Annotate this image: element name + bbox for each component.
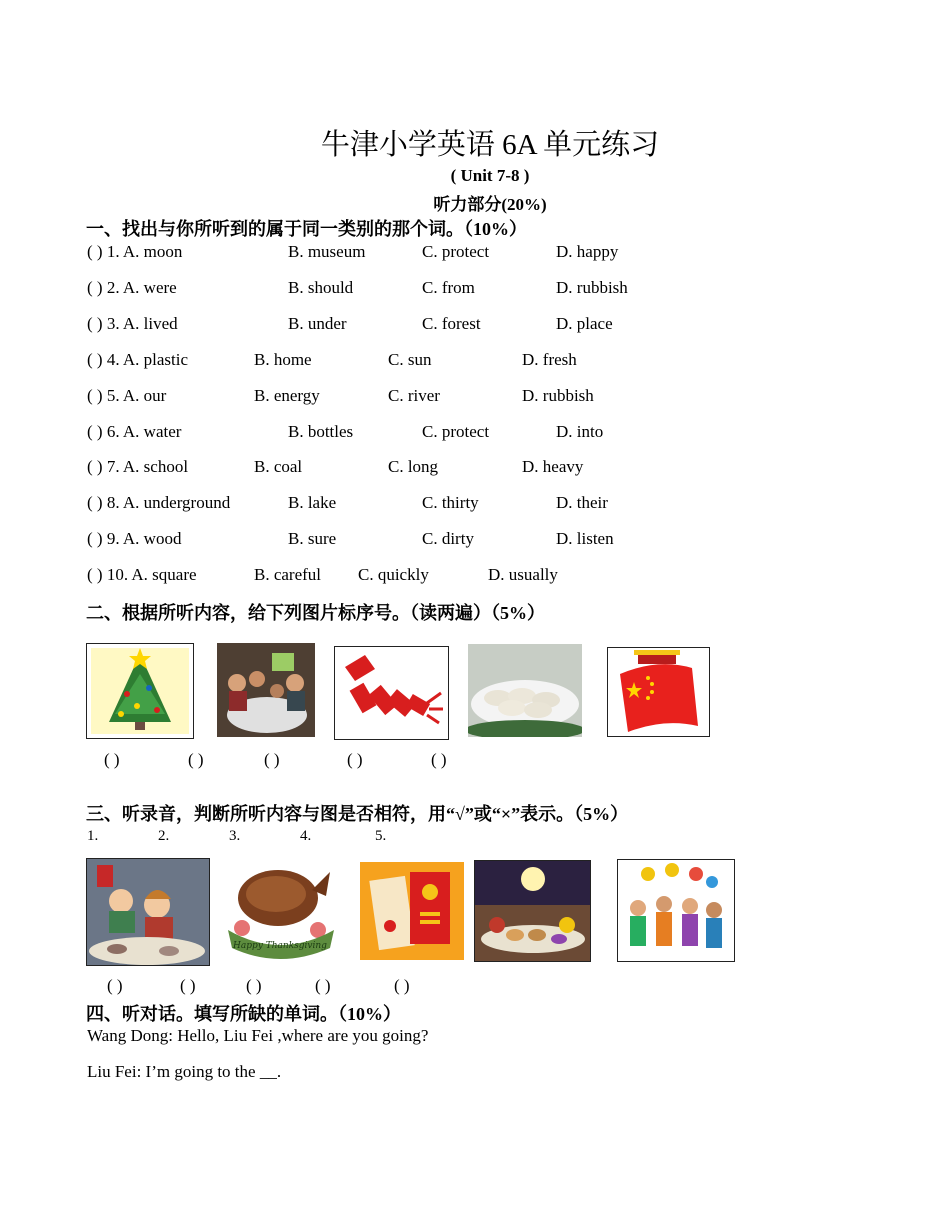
q6-option-c: C. protect: [422, 422, 490, 441]
s3-blank-2[interactable]: ( ): [180, 976, 196, 995]
q8-prefix: ( ) 8. A. underground: [87, 493, 231, 512]
s3-blank-5[interactable]: ( ): [394, 976, 410, 995]
chinese-flag-image: [607, 647, 710, 737]
s3-blank-1[interactable]: ( ): [107, 976, 123, 995]
page-title: 牛津小学英语 6A 单元练习: [320, 129, 660, 161]
dialogue-line-2: Liu Fei: I’m going to the __.: [87, 1062, 282, 1081]
q10-option-c: C. quickly: [358, 565, 429, 584]
section2-heading: 二、根据所听内容，给下列图片标序号。（读两遍）（5%）: [86, 603, 545, 623]
q1-option-c: C. protect: [422, 242, 490, 261]
q8-option-c: C. thirty: [422, 493, 479, 512]
s2-blank-3[interactable]: ( ): [264, 750, 280, 769]
q1-option-d: D. happy: [556, 242, 619, 261]
s2-blank-5[interactable]: ( ): [431, 750, 447, 769]
q2-option-b: B. should: [288, 278, 354, 297]
q3-prefix: ( ) 3. A. lived: [87, 314, 178, 333]
s2-blank-4[interactable]: ( ): [347, 750, 363, 769]
dialogue-line-1: Wang Dong: Hello, Liu Fei ,where are you going?: [87, 1026, 429, 1045]
christmas-tree-image: [86, 643, 194, 739]
q4-option-c: C. sun: [388, 350, 432, 369]
section1-heading: 一、找出与你所听到的属于同一类别的那个词。（10%）: [86, 219, 527, 239]
s3-number-5: 5.: [375, 828, 387, 844]
q3-option-d: D. place: [556, 314, 613, 333]
q9-option-d: D. listen: [556, 529, 614, 548]
s2-blank-2[interactable]: ( ): [188, 750, 204, 769]
red-envelope-image: [360, 862, 464, 960]
s3-number-2: 2.: [158, 828, 170, 844]
thanksgiving-banner-text: Happy Thanksgiving: [233, 941, 327, 951]
q9-prefix: ( ) 9. A. wood: [87, 529, 182, 548]
celebration-crowd-image: [617, 859, 735, 962]
q8-option-d: D. their: [556, 493, 608, 512]
q4-prefix: ( ) 4. A. plastic: [87, 350, 189, 369]
q3-option-c: C. forest: [422, 314, 481, 333]
q2-option-c: C. from: [422, 278, 475, 297]
s2-blank-1[interactable]: ( ): [104, 750, 120, 769]
s3-number-1: 1.: [87, 828, 99, 844]
q7-option-b: B. coal: [254, 457, 303, 476]
unit-label: ( Unit 7-8 ): [450, 166, 530, 185]
q4-option-d: D. fresh: [522, 350, 577, 369]
q5-option-c: C. river: [388, 386, 440, 405]
dumplings-image: [468, 644, 582, 737]
q1-prefix: ( ) 1. A. moon: [87, 242, 183, 261]
q5-prefix: ( ) 5. A. our: [87, 386, 167, 405]
q7-option-d: D. heavy: [522, 457, 584, 476]
mooncake-festival-image: [474, 860, 591, 962]
q6-prefix: ( ) 6. A. water: [87, 422, 182, 441]
q4-option-b: B. home: [254, 350, 312, 369]
q2-option-d: D. rubbish: [556, 278, 628, 297]
q10-option-d: D. usually: [488, 565, 558, 584]
q9-option-c: C. dirty: [422, 529, 474, 548]
section4-heading: 四、听对话。填写所缺的单词。（10%）: [86, 1004, 401, 1024]
q5-option-b: B. energy: [254, 386, 320, 405]
section3-heading: 三、听录音，判断所听内容与图是否相符，用“√”或“×”表示。（5%）: [86, 804, 629, 824]
q6-option-b: B. bottles: [288, 422, 354, 441]
s3-number-3: 3.: [229, 828, 241, 844]
q10-prefix: ( ) 10. A. square: [87, 565, 197, 584]
family-dinner-image: [217, 643, 315, 737]
s3-blank-4[interactable]: ( ): [315, 976, 331, 995]
q3-option-b: B. under: [288, 314, 347, 333]
s3-blank-3[interactable]: ( ): [246, 976, 262, 995]
q9-option-b: B. sure: [288, 529, 337, 548]
thanksgiving-turkey-image: [222, 860, 340, 964]
q7-prefix: ( ) 7. A. school: [87, 457, 189, 476]
q6-option-d: D. into: [556, 422, 604, 441]
q5-option-d: D. rubbish: [522, 386, 594, 405]
part-label: 听力部分(20%): [433, 195, 547, 214]
q2-prefix: ( ) 2. A. were: [87, 278, 177, 297]
q8-option-b: B. lake: [288, 493, 337, 512]
q7-option-c: C. long: [388, 457, 439, 476]
q1-option-b: B. museum: [288, 242, 366, 261]
s3-number-4: 4.: [300, 828, 312, 844]
q10-option-b: B. careful: [254, 565, 322, 584]
firecracker-image: [334, 646, 449, 740]
spring-festival-dinner-image: [86, 858, 210, 966]
